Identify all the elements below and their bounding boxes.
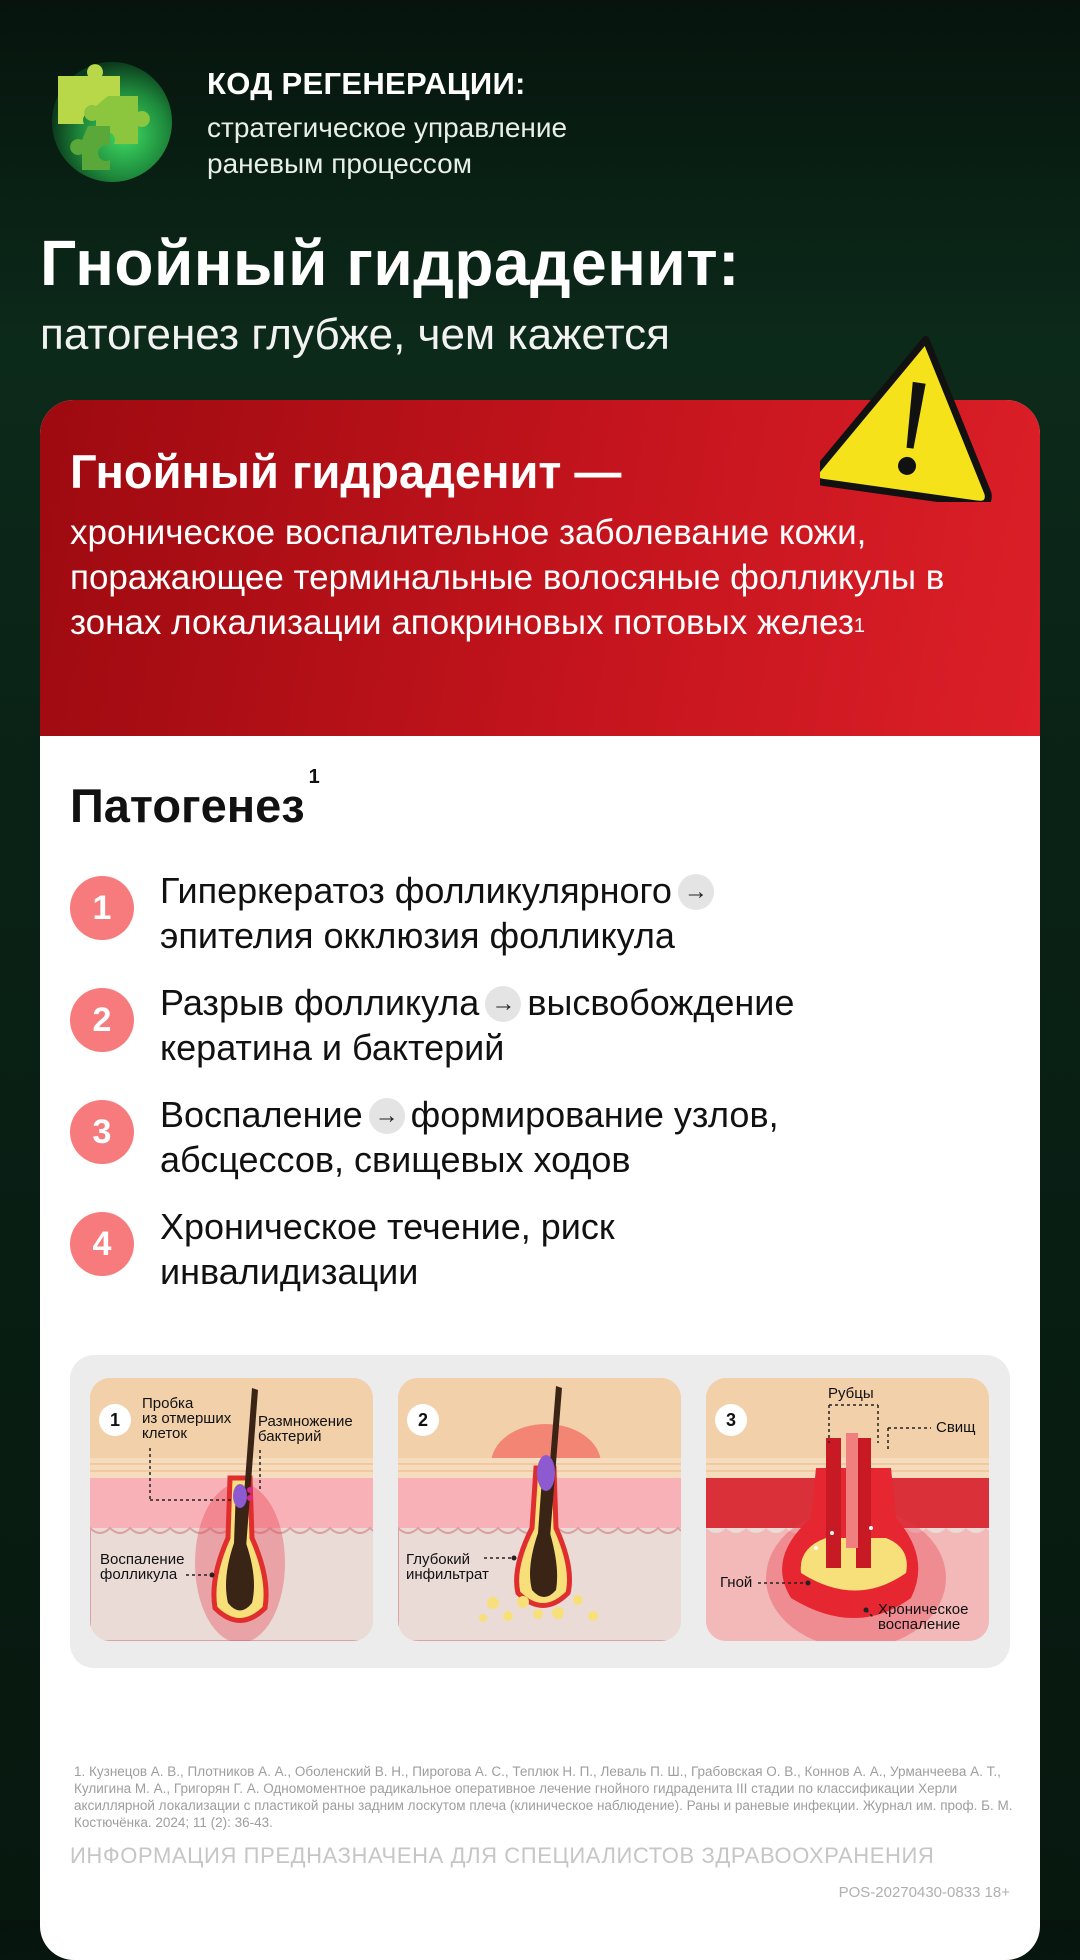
panel-number: 3 <box>715 1404 747 1436</box>
page-subtitle: патогенез глубже, чем кажется <box>40 310 671 359</box>
disclaimer: ИНФОРМАЦИЯ ПРЕДНАЗНАЧЕНА ДЛЯ СПЕЦИАЛИСТОВ ЗДРАВООХРАНЕНИЯ <box>70 1843 935 1868</box>
brand-block <box>207 66 567 182</box>
step-number: 1 <box>70 876 134 940</box>
arrow-right-icon: → <box>678 874 714 910</box>
step-text-part: кератина и бактерий <box>160 1027 505 1068</box>
panel-number: 1 <box>99 1404 131 1436</box>
illustration-panel-3 <box>706 1378 989 1641</box>
step-text-part: Гиперкератоз фолликулярного <box>160 870 672 911</box>
step-text-part: эпителия окклюзия фолликула <box>160 915 675 956</box>
document-code: POS-20270430-0833 18+ <box>838 1884 1010 1901</box>
brand-subtitle-line-2: раневым процессом <box>207 148 472 179</box>
step-number: 3 <box>70 1100 134 1164</box>
step-text-part: Воспаление <box>160 1094 363 1135</box>
warning-icon <box>820 330 1002 502</box>
brand-subtitle <box>207 110 567 182</box>
definition-title: Гнойный гидраденит — <box>70 445 622 498</box>
step-text-part: инвалидизации <box>160 1251 419 1292</box>
label-inflammation: Воспаление фолликула <box>100 1551 185 1583</box>
label-bacteria: Размножение бактерий <box>258 1413 353 1445</box>
step-text-part: абсцессов, свищевых ходов <box>160 1139 631 1180</box>
illustrations-block <box>70 1355 1010 1668</box>
step-text-part: формирование узлов, <box>410 1094 779 1135</box>
brand-subtitle-line-1: стратегическое управление <box>207 112 568 143</box>
step-text-part: Хроническое течение, риск <box>160 1206 615 1247</box>
definition-text <box>70 510 1020 645</box>
step-text <box>160 1092 1000 1182</box>
illustration-panel-1 <box>90 1378 373 1641</box>
illustration-panel-2 <box>398 1378 681 1641</box>
step-text-part: высвобождение <box>527 982 795 1023</box>
label-fistula: Свищ <box>936 1419 976 1436</box>
step-number: 2 <box>70 988 134 1052</box>
arrow-right-icon: → <box>485 986 521 1022</box>
pathogenesis-title-text: Патогенез <box>70 779 305 832</box>
step-text <box>160 980 1000 1070</box>
step-text <box>160 868 1000 958</box>
step-number: 4 <box>70 1212 134 1276</box>
pathogenesis-title <box>70 766 320 833</box>
follicle-illustration <box>398 1378 681 1641</box>
step-text <box>160 1204 1000 1294</box>
definition-ref: 1 <box>853 615 866 637</box>
definition-body: хроническое воспалительное заболевание кожи, поражающее терминальные волосяные фолликулы в зонах локализации апокриновых потовых желез <box>70 513 945 642</box>
label-infiltrate: Глубокий инфильтрат <box>406 1551 489 1583</box>
label-chronic: Хроническое воспаление <box>878 1601 969 1633</box>
label-pus: Гной <box>720 1574 753 1591</box>
arrow-right-icon: → <box>369 1098 405 1134</box>
brand-title: КОД РЕГЕНЕРАЦИИ: <box>207 66 526 101</box>
label-plug: Пробка из отмерших клеток <box>142 1395 232 1442</box>
page-title: Гнойный гидраденит: <box>40 227 740 299</box>
step-text-part: Разрыв фолликула <box>160 982 480 1023</box>
content-card <box>40 400 1040 1960</box>
reference-text: 1. Кузнецов А. В., Плотников А. А., Оболенский В. Н., Пирогова А. С., Теплюк Н. П., Леваль П. Ш., Грабовская О. В., Коннов А. А., Урманчеева А. Т., Кулигина М. А., Григорян Г. А. Одномоментное радикальное оперативное лечение гнойного гидраденита III стадии по классификации Херли аксиллярной локализации с пластикой раны задним лоскутом плеча (клиническое наблюдение). Раны и раневые инфекции. Журнал им. проф. Б. М. Костючёнка. 2024; 11 (2): 36-43. <box>74 1764 1013 1830</box>
label-scars: Рубцы <box>828 1385 874 1402</box>
panel-number: 2 <box>407 1404 439 1436</box>
pathogenesis-ref: 1 <box>308 766 320 789</box>
puzzle-logo-icon <box>48 56 176 184</box>
